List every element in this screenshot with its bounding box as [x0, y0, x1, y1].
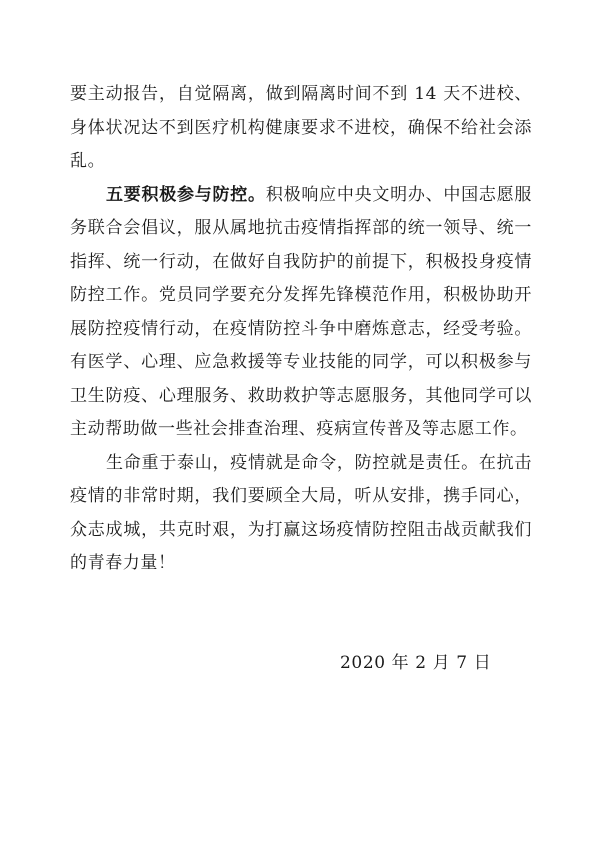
document-body: [70, 78, 532, 581]
paragraph-text: 积极响应中央文明办、中国志愿服务联合会倡议，服从属地抗击疫情指挥部的统一领导、统一指挥、统一行动，在做好自我防护的前提下，积极投身疫情防控工作。党员同学要充分发挥先锋模范作用，积极协助开展防控疫情行动，在疫情防控斗争中磨炼意志，经受考验。有医学、心理、应急救援等专业技能的同学，可以积极参与卫生防疫、心理服务、救助救护等志愿服务，其他同学可以主动帮助做一些社会排查治理、疫病宣传普及等志愿工作。: [70, 184, 532, 439]
paragraph-continuation: [70, 78, 532, 179]
document-date: 2020 年 2 月 7 日: [340, 653, 492, 673]
paragraph-text: 生命重于泰山，疫情就是命令，防控就是责任。在抗击疫情的非常时期，我们要顾全大局，听从安排，携手同心，众志成城，共克时艰，为打赢这场疫情防控阻击战贡献我们的青春力量！: [70, 452, 532, 573]
paragraph-closing: [70, 447, 532, 581]
paragraph-heading: 五要积极参与防控。: [106, 184, 266, 205]
paragraph-participate-prevention: [70, 179, 532, 447]
paragraph-text: 要主动报告，自觉隔离，做到隔离时间不到 14 天不进校、身体状况达不到医疗机构健康要求不进校，确保不给社会添乱。: [70, 84, 532, 171]
